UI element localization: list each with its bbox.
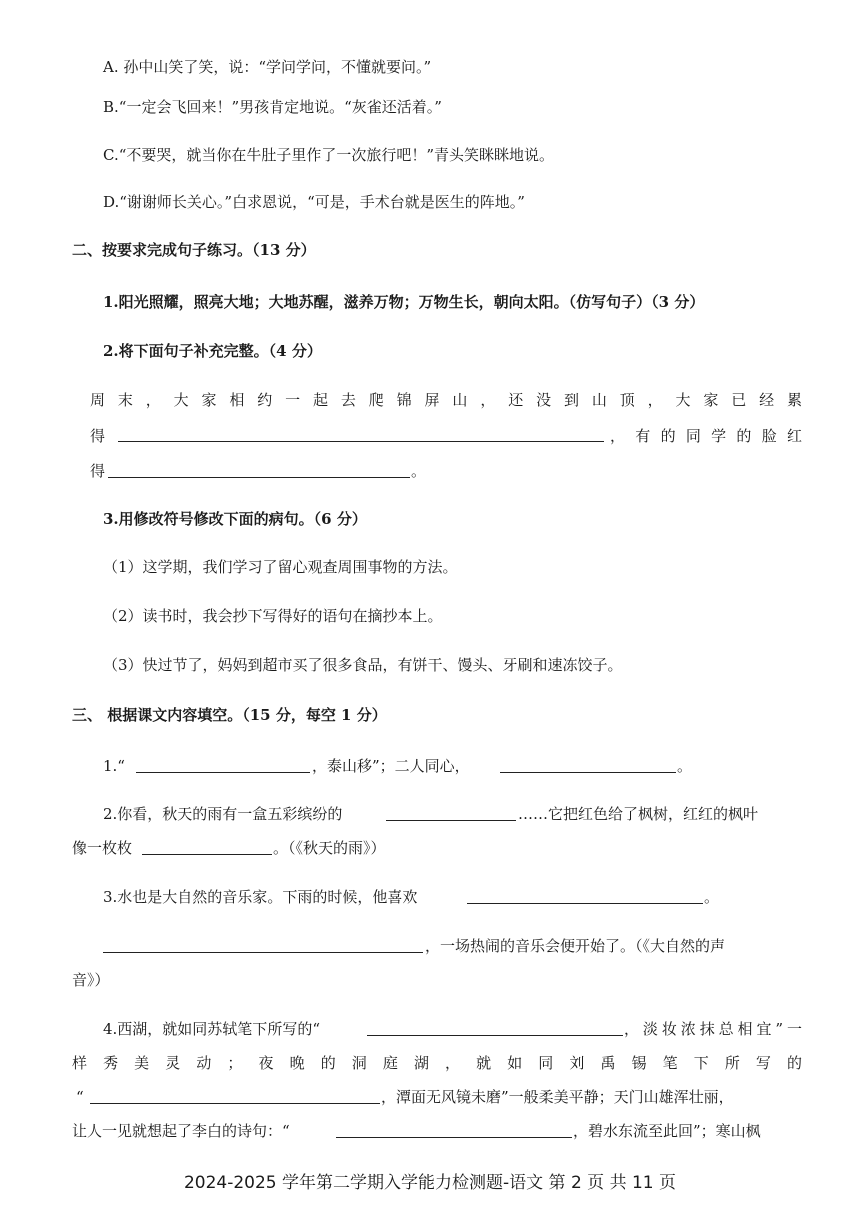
s3-q3-start: 3.水也是大自然的音乐家。下雨的时候，他喜欢 bbox=[103, 888, 418, 906]
page-footer: 2024-2025 学年第二学期入学能力检测题-语文 第 2 页 共 11 页 bbox=[183, 1173, 677, 1193]
s3-q4-mid-2: ，潭面无风镜未磨”一般柔美平静；天门山雄浑壮丽， bbox=[381, 1088, 734, 1106]
s3-q2-line-2: 像一枚枚 bbox=[72, 839, 133, 857]
s3-q3-mid: ，一场热闹的音乐会便开始了。（《大自然的声 bbox=[425, 937, 726, 955]
s2-q2-mid: ，有的同学的脸红 bbox=[610, 427, 802, 445]
option-c: C.“不要哭，就当你在牛肚子里作了一次旅行吧！”青头笑眯眯地说。 bbox=[103, 146, 555, 164]
s2-q2-line-1: 周末，大家相约一起去爬锦屏山，还没到山顶，大家已经累 bbox=[90, 391, 802, 409]
s3-q4-mid-1: ，淡妆浓抹总相宜”一 bbox=[624, 1020, 802, 1038]
s3-q4-quote-open: “ bbox=[76, 1088, 84, 1106]
s3-q1-blank-1[interactable] bbox=[136, 757, 310, 773]
s3-q4-start: 4.西湖，就如同苏轼笔下所写的“ bbox=[103, 1020, 320, 1038]
s3-q3-blank-2[interactable] bbox=[103, 937, 423, 953]
s3-q2-blank-1[interactable] bbox=[386, 805, 516, 821]
section-2-heading-end: 分） bbox=[280, 241, 316, 259]
section-2-heading-text: 二、按要求完成句子练习。（ bbox=[72, 241, 260, 259]
section-2-score: 13 bbox=[259, 241, 281, 259]
s2-q3-item-1: （1）这学期，我们学习了留心观查周围事物的方法。 bbox=[103, 558, 458, 576]
s2-q2-blank-2[interactable] bbox=[108, 462, 410, 478]
s3-q3-blank-1[interactable] bbox=[467, 888, 703, 904]
s3-q3-source-end: 音》） bbox=[72, 971, 110, 989]
section-2-heading bbox=[72, 240, 316, 260]
s3-q3-end: 。 bbox=[704, 888, 720, 906]
s2-q2-blank-1[interactable] bbox=[118, 426, 604, 442]
s3-q4-line-2: 样秀美灵动；夜晚的洞庭湖，就如同刘禹锡笔下所写的 bbox=[72, 1054, 802, 1072]
s3-q2-source: 。（《秋天的雨》） bbox=[273, 839, 386, 857]
s3-q1-blank-2[interactable] bbox=[500, 757, 676, 773]
s3-q2-start: 2.你看，秋天的雨有一盒五彩缤纷的 bbox=[103, 805, 343, 823]
s3-q4-line-4: 让人一见就想起了李白的诗句：“ bbox=[72, 1122, 290, 1140]
s2-q3-item-3: （3）快过节了，妈妈到超市买了很多食品，有饼干、馒头、牙刷和速冻饺子。 bbox=[103, 656, 623, 674]
s3-q4-blank-1[interactable] bbox=[367, 1020, 623, 1036]
option-a: A. 孙中山笑了笑，说：“学问学问，不懂就要问。” bbox=[103, 58, 432, 76]
s3-q4-end: ，碧水东流至此回”；寒山枫 bbox=[573, 1122, 761, 1140]
s3-q1-mid: ，泰山移”；二人同心， bbox=[312, 757, 470, 775]
s2-question-2: 2.将下面句子补充完整。（4 分） bbox=[103, 342, 322, 360]
s2-q2-line-2 bbox=[90, 426, 105, 446]
s3-q1-start: 1.“ bbox=[103, 757, 125, 775]
section-3-heading: 三、 根据课文内容填空。（15 分，每空 1 分） bbox=[72, 706, 387, 724]
s2-question-1: 1.阳光照耀，照亮大地；大地苏醒，滋养万物；万物生长，朝向太阳。（仿写句子）（3 分） bbox=[103, 293, 705, 311]
s3-q2-mid: ……它把红色给了枫树，红红的枫叶 bbox=[518, 805, 759, 823]
s2-q3-item-2: （2）读书时，我会抄下写得好的语句在摘抄本上。 bbox=[103, 607, 443, 625]
s2-q2-de-1: 得 bbox=[90, 427, 106, 445]
s3-q4-blank-2[interactable] bbox=[90, 1088, 380, 1104]
s3-q4-blank-3[interactable] bbox=[336, 1122, 572, 1138]
option-d: D.“谢谢师长关心。”白求恩说，“可是，手术台就是医生的阵地。” bbox=[103, 193, 525, 211]
s3-q2-blank-2[interactable] bbox=[142, 839, 272, 855]
option-b: B.“一定会飞回来！”男孩肯定地说。“灰雀还活着。” bbox=[103, 98, 442, 116]
s3-q1-end: 。 bbox=[677, 757, 693, 775]
s2-q2-de-2: 得 bbox=[90, 462, 106, 480]
s2-question-3: 3.用修改符号修改下面的病句。（6 分） bbox=[103, 510, 367, 528]
s2-q2-end: 。 bbox=[411, 462, 427, 480]
